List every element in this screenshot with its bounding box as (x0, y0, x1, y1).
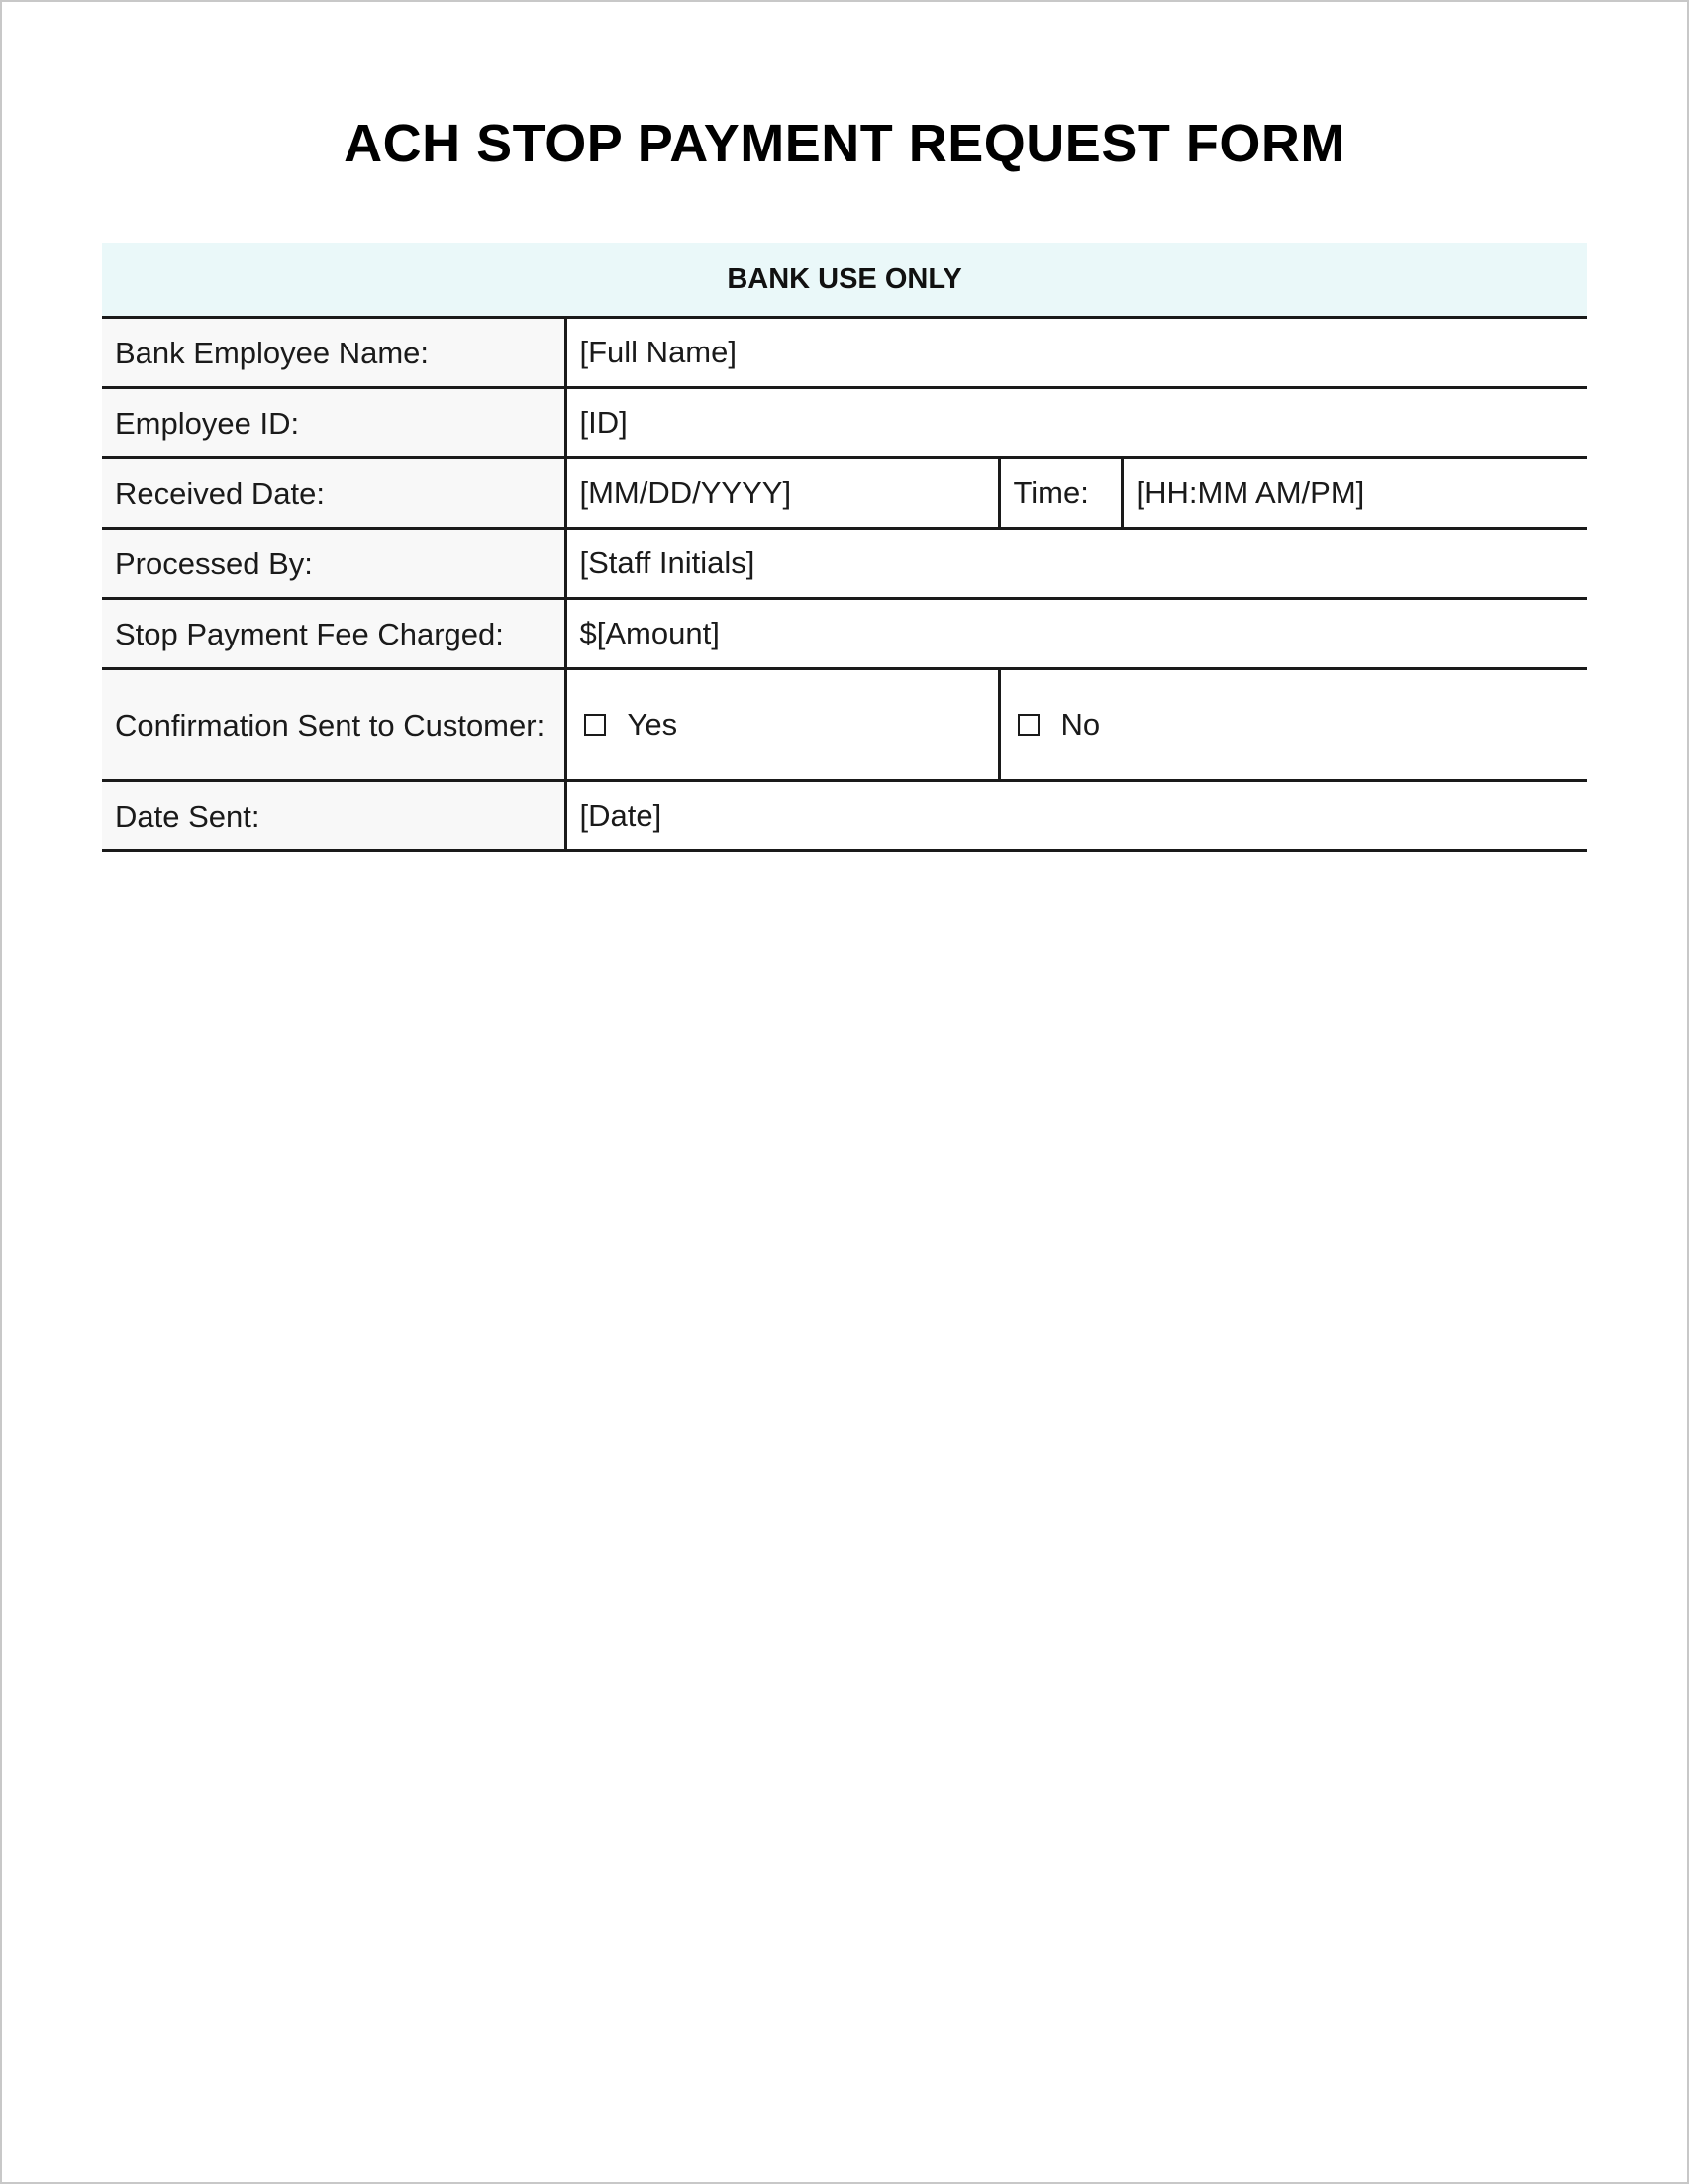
date-sent-label: Date Sent: (102, 781, 565, 851)
table-row (102, 669, 1587, 781)
received-date-label: Received Date: (102, 458, 565, 529)
bank-use-table (102, 243, 1587, 852)
form-title: ACH STOP PAYMENT REQUEST FORM (344, 114, 1345, 173)
employee-name-field[interactable]: [Full Name] (565, 318, 1587, 388)
table-row (102, 529, 1587, 599)
table-row (102, 458, 1587, 529)
processed-by-label: Processed By: (102, 529, 565, 599)
employee-name-label: Bank Employee Name: (102, 318, 565, 388)
confirmation-no-option[interactable] (999, 669, 1587, 781)
table-row (102, 599, 1587, 669)
no-label: No (1060, 707, 1101, 742)
fee-charged-label: Stop Payment Fee Charged: (102, 599, 565, 669)
date-sent-field[interactable]: [Date] (565, 781, 1587, 851)
employee-id-label: Employee ID: (102, 388, 565, 458)
yes-label: Yes (627, 707, 678, 742)
table-row (102, 781, 1587, 851)
table-row (102, 318, 1587, 388)
section-header: BANK USE ONLY (102, 243, 1587, 318)
confirmation-label: Confirmation Sent to Customer: (102, 669, 565, 781)
fee-charged-field[interactable]: $[Amount] (565, 599, 1587, 669)
table-row (102, 388, 1587, 458)
processed-by-field[interactable]: [Staff Initials] (565, 529, 1587, 599)
no-checkbox[interactable] (1018, 714, 1040, 736)
time-label: Time: (999, 458, 1122, 529)
yes-checkbox[interactable] (584, 714, 606, 736)
employee-id-field[interactable]: [ID] (565, 388, 1587, 458)
received-date-field[interactable]: [MM/DD/YYYY] (565, 458, 999, 529)
time-field[interactable]: [HH:MM AM/PM] (1122, 458, 1587, 529)
confirmation-yes-option[interactable] (565, 669, 999, 781)
